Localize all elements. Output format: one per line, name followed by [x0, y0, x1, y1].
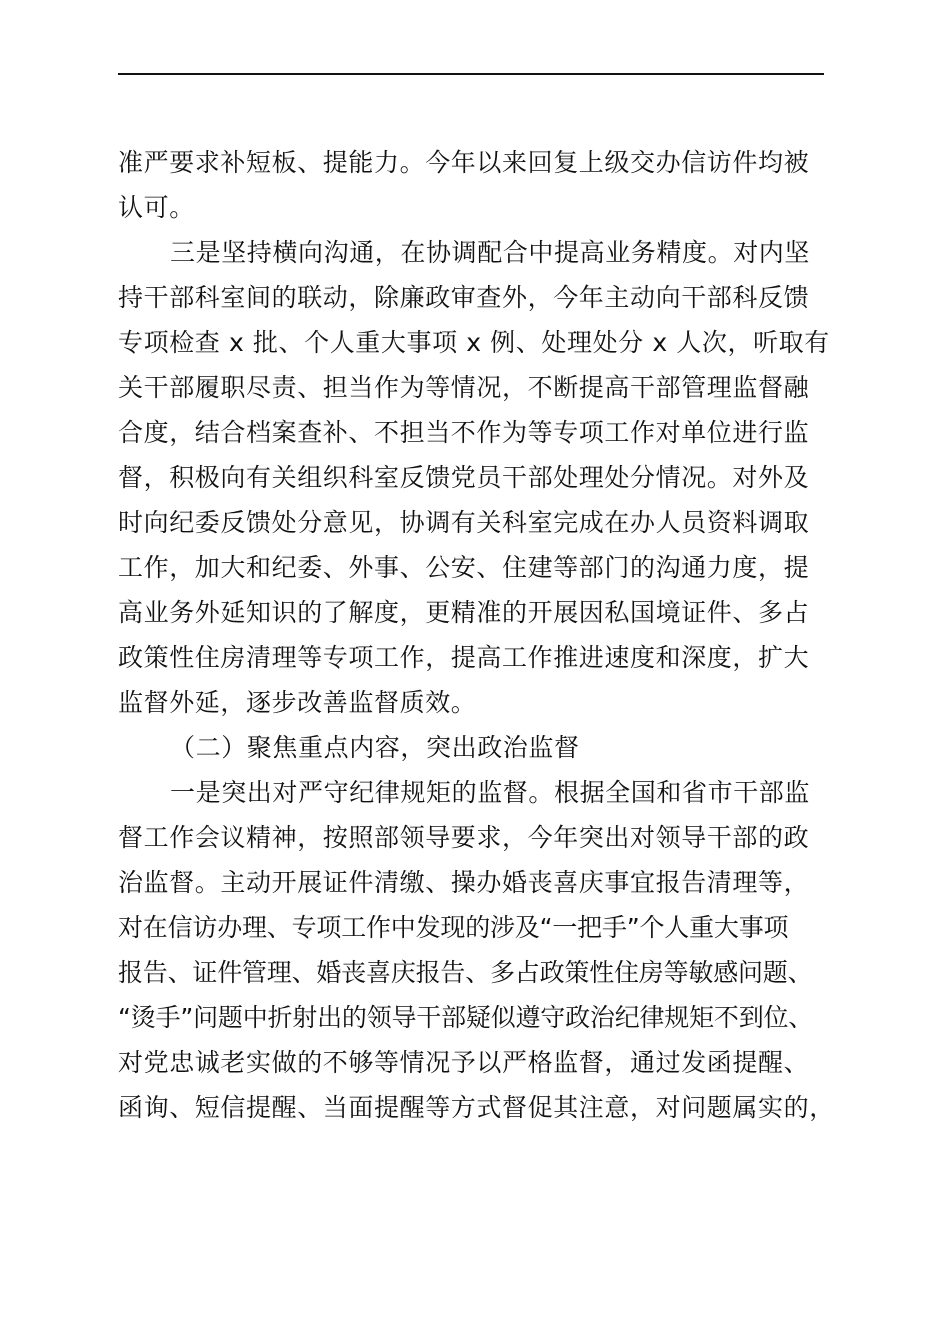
text-line: 合度，结合档案查补、不担当不作为等专项工作对单位进行监 — [118, 418, 810, 447]
text-line: 准严要求补短板、提能力。今年以来回复上级交办信访件均被 — [118, 148, 810, 177]
text-line: 关干部履职尽责、担当作为等情况，不断提高干部管理监督融 — [118, 373, 810, 402]
section-heading: （二）聚焦重点内容，突出政治监督 — [170, 733, 580, 762]
text-line: 专项检查 x 批、个人重大事项 x 例、处理处分 x 人次，听取有 — [118, 328, 830, 357]
text-line: 对在信访办理、专项工作中发现的涉及“一把手”个人重大事项 — [118, 913, 789, 942]
text-line: 函询、短信提醒、当面提醒等方式督促其注意，对问题属实的， — [118, 1093, 835, 1122]
text-line: 持干部科室间的联动，除廉政审查外，今年主动向干部科反馈 — [118, 283, 810, 312]
text-line: “烫手”问题中折射出的领导干部疑似遵守政治纪律规矩不到位、 — [118, 1003, 814, 1032]
text-line: 监督外延，逐步改善监督质效。 — [118, 688, 477, 717]
text-line: 对党忠诚老实做的不够等情况予以严格监督，通过发函提醒、 — [118, 1048, 810, 1077]
text-line: 时向纪委反馈处分意见，协调有关科室完成在办人员资料调取 — [118, 508, 810, 537]
document-body — [118, 140, 835, 1130]
text-line: 治监督。主动开展证件清缴、操办婚丧喜庆事宜报告清理等， — [118, 868, 810, 897]
text-line: 报告、证件管理、婚丧喜庆报告、多占政策性住房等敏感问题、 — [118, 958, 813, 987]
header-rule — [118, 73, 824, 75]
text-line: 政策性住房清理等专项工作，提高工作推进速度和深度，扩大 — [118, 643, 810, 672]
text-line: 督，积极向有关组织科室反馈党员干部处理处分情况。对外及 — [118, 463, 810, 492]
text-line: 工作，加大和纪委、外事、公安、住建等部门的沟通力度，提 — [118, 553, 810, 582]
text-line: 高业务外延知识的了解度，更精准的开展因私国境证件、多占 — [118, 598, 810, 627]
paragraph-start-line: 一是突出对严守纪律规矩的监督。根据全国和省市干部监 — [170, 778, 811, 807]
paragraph-start-line: 三是坚持横向沟通，在协调配合中提高业务精度。对内坚 — [170, 238, 811, 267]
text-line: 督工作会议精神，按照部领导要求，今年突出对领导干部的政 — [118, 823, 810, 852]
text-line: 认可。 — [118, 193, 195, 222]
